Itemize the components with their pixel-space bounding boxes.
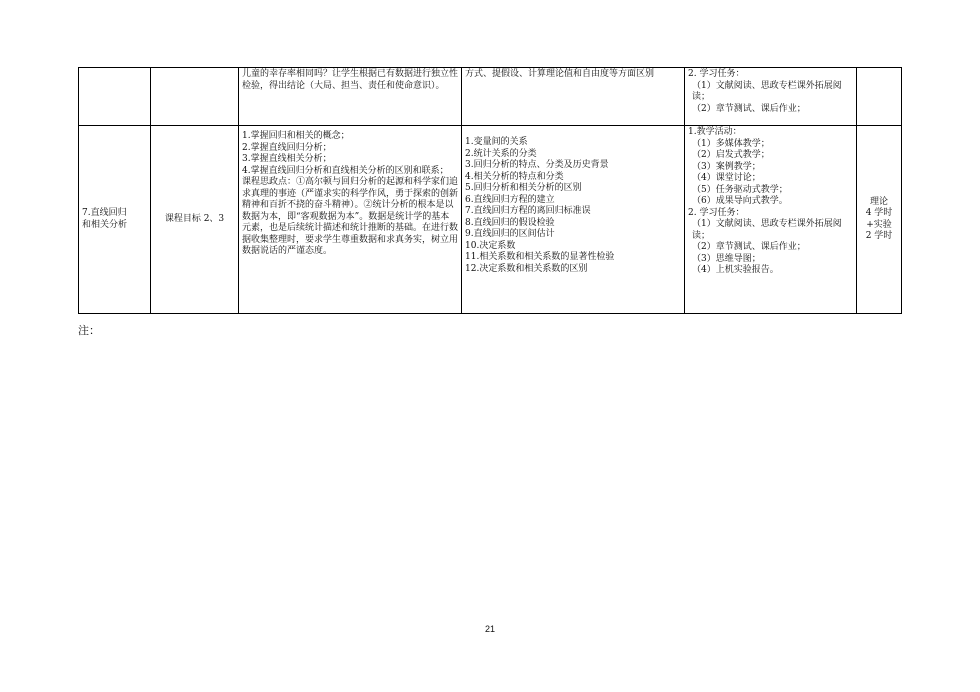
- method-line: 2. 学习任务：: [688, 69, 745, 79]
- method-line: 1.教学活动：: [688, 127, 742, 137]
- requirement-cell: [239, 126, 462, 314]
- content-cell: [462, 68, 685, 126]
- hours-line: 4 学时: [865, 208, 893, 218]
- content-item: 6.直线回归方程的建立: [465, 194, 555, 205]
- goal-text: 课程目标 2、3: [164, 213, 225, 224]
- table-row-continuation: [79, 68, 902, 126]
- ideology-text: 课程思政点：①高尔顿与回归分析的起源和科学家们追求真理的事迹（严谨求实的科学作风，勇于探索的创新精神和百折不挠的奋斗精神）。②统计分析的根本是以数据为本，即“客观数据为本”。数据是统计学的基本元素，也是后续统计描述和统计推断的基础。在进行数据收集整理时，要求学生尊重数据和求真务实，树立用数据说话的严谨态度。: [242, 177, 459, 256]
- method-line: （1）多媒体教学；: [692, 138, 770, 149]
- method-line: （1）文献阅读、思政专栏课外拓展阅读；: [692, 219, 842, 241]
- chapter-cell: [79, 126, 151, 314]
- content-item: 8.直线回归的假设检验: [465, 217, 555, 228]
- requirement-text: 儿童的幸存率相同吗？让学生根据已有数据进行独立性检验，得出结论（大局、担当、责任和使命意识）。: [242, 69, 459, 91]
- content-item: 5.回归分析和相关分析的区别: [465, 183, 582, 193]
- method-cell: [685, 68, 857, 126]
- content-item: 4.相关分析的特点和分类: [465, 171, 564, 182]
- content-text: 方式、提假设、计算理论值和自由度等方面区别: [465, 69, 655, 79]
- method-line: （5）任务驱动式教学；: [692, 184, 788, 195]
- chapter-title-line: 7.直线回归: [82, 208, 127, 218]
- method-line: 2. 学习任务：: [688, 207, 745, 218]
- content-item: 11.相关系数和相关系数的显著性检验: [465, 252, 615, 262]
- method-cell: [685, 126, 857, 314]
- hours-line: 理论: [869, 196, 888, 207]
- chapter-cell-empty: [79, 68, 151, 126]
- method-line: （2）章节测试、课后作业；: [692, 242, 806, 252]
- method-line: （4）课堂讨论；: [692, 173, 761, 183]
- method-line: （2）启发式教学；: [692, 150, 770, 160]
- requirement-item: 4.掌握直线回归分析和直线相关分析的区别和联系；: [242, 165, 449, 176]
- method-line: （2）章节测试、课后作业；: [692, 103, 806, 114]
- goal-cell: [151, 126, 239, 314]
- content-item: 7.直线回归方程的离回归标准误: [465, 206, 591, 216]
- method-line: （4）上机实验报告。: [692, 265, 779, 275]
- note-label: 注：: [78, 324, 100, 337]
- chapter-title-line: 和相关分析: [82, 219, 128, 230]
- requirement-item: 1.掌握回归和相关的概念；: [242, 131, 350, 141]
- content-item: 9.直线回归的区间估计: [465, 229, 555, 239]
- content-item: 2.统计关系的分类: [465, 148, 537, 159]
- goal-cell-empty: [151, 68, 239, 126]
- method-line: （6）成果导向式教学。: [692, 196, 788, 206]
- requirement-cell: [239, 68, 462, 126]
- method-line: （3）思维导图；: [692, 253, 761, 264]
- requirement-item: 3.掌握直线相关分析；: [242, 154, 332, 164]
- method-line: （1）文献阅读、思政专栏课外拓展阅读；: [692, 80, 842, 102]
- requirement-item: 2.掌握直线回归分析；: [242, 142, 332, 153]
- content-item: 1.变量间的关系: [465, 137, 528, 147]
- content-cell: [462, 126, 685, 314]
- method-line: （3）案例教学；: [692, 161, 761, 172]
- page-number: 21: [484, 624, 495, 634]
- table-row-chapter-7: [79, 126, 902, 314]
- hours-cell: [857, 126, 902, 314]
- hours-line: +实验: [866, 219, 892, 230]
- content-item: 10.决定系数: [465, 240, 516, 251]
- syllabus-table: [78, 67, 902, 314]
- hours-line: 2 学时: [865, 231, 893, 241]
- hours-cell-empty: [857, 68, 902, 126]
- content-item: 3.回归分析的特点、分类及历史背景: [465, 160, 609, 170]
- content-item: 12.决定系数和相关系数的区别: [465, 263, 588, 274]
